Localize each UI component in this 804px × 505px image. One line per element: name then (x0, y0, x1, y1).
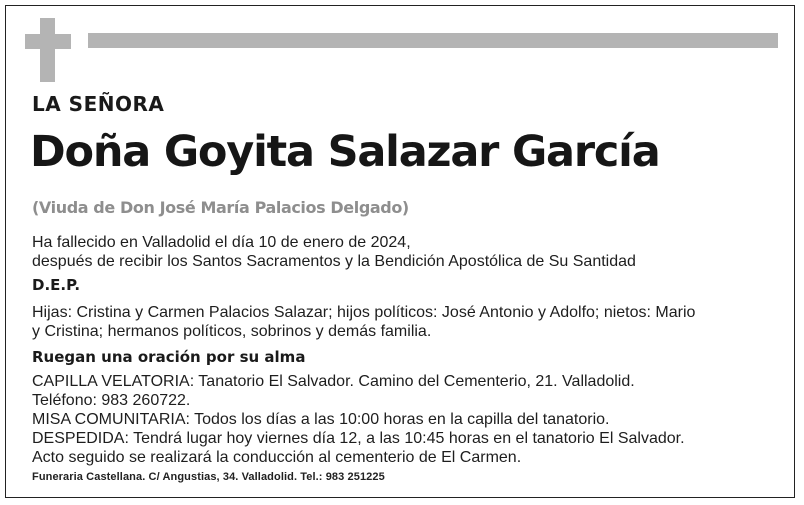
service-line: Teléfono: 983 260722. (32, 392, 191, 409)
widow-of: (Viuda de Don José María Palacios Delgado) (32, 198, 409, 217)
header-rule (88, 33, 778, 48)
death-line: después de recibir los Santos Sacramentos y la Bendición Apostólica de Su Santidad (32, 253, 636, 270)
family-list (32, 303, 695, 341)
family-line: Hijas: Cristina y Carmen Palacios Salazar; hijos políticos: José Antonio y Adolfo; nietos: Mario (32, 304, 696, 321)
death-announcement (32, 233, 636, 271)
death-line: Ha fallecido en Valladolid el día 10 de enero de 2024, (32, 234, 411, 251)
cross-icon (25, 18, 71, 82)
service-line: CAPILLA VELATORIA: Tanatorio El Salvador. Camino del Cementerio, 21. Valladolid. (32, 373, 635, 390)
service-line: Acto seguido se realizará la conducción al cementerio de El Carmen. (32, 449, 522, 466)
service-details (32, 372, 685, 467)
obituary-notice (5, 5, 795, 498)
deceased-name: Doña Goyita Salazar García (30, 127, 660, 177)
honorific-prefix: LA SEÑORA (32, 92, 165, 116)
service-line: MISA COMUNITARIA: Todos los días a las 10:00 horas en la capilla del tanatorio. (32, 411, 610, 428)
service-line: DESPEDIDA: Tendrá lugar hoy viernes día 12, a las 10:45 horas en el tanatorio El Salvador. (32, 430, 685, 447)
prayer-request: Ruegan una oración por su alma (32, 348, 306, 366)
dep-label: D.E.P. (32, 276, 81, 294)
funeral-home-footer: Funeraria Castellana. C/ Angustias, 34. Valladolid. Tel.: 983 251225 (32, 471, 385, 483)
family-line: y Cristina; hermanos políticos, sobrinos y demás familia. (32, 323, 432, 340)
